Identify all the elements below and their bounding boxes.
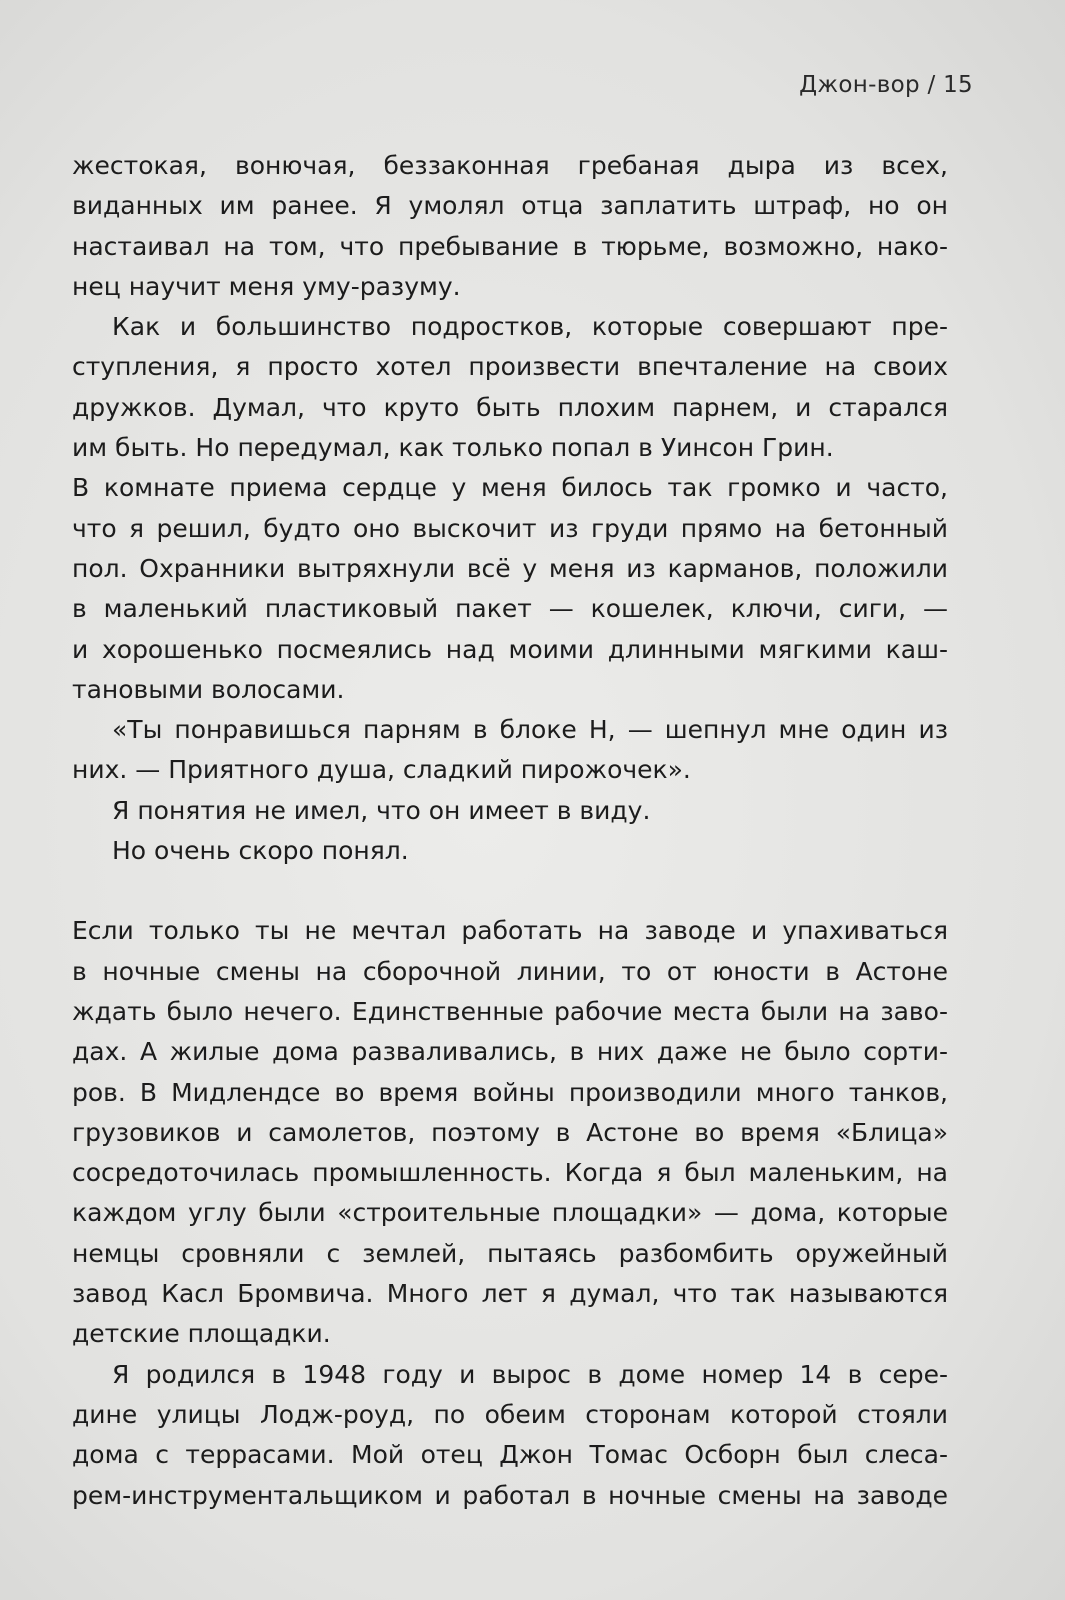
text-line: пол. Охранники вытряхнули всё у меня из карманов, положили [72,553,948,583]
text-line: каждом углу были «строительные площадки» — дома, которые [72,1198,948,1228]
running-header: Джон-вор / 15 [799,72,973,98]
text-line: сосредоточилась промышленность. Когда я был маленьким, на [72,1158,948,1188]
text-line: в маленький пластиковый пакет — кошелек, ключи, сиги, — [72,594,948,624]
text-line: что я решил, будто оно выскочит из груди прямо на бетонный [72,513,948,543]
text-line: настаивал на том, что пребывание в тюрьме, возможно, нако- [72,231,948,261]
text-line: них. — Приятного душа, сладкий пирожочек». [72,755,691,785]
text-line: дружков. Думал, что круто быть плохим парнем, и старался [72,392,948,422]
text-line: нец научит меня уму-разуму. [72,271,461,301]
text-line: «Ты понравишься парням в блоке Н, — шепнул мне один из [112,715,948,745]
text-line: в ночные смены на сборочной линии, то от юности в Астоне [72,956,948,986]
text-line: ждать было нечего. Единственные рабочие места были на заво- [72,996,948,1026]
text-line: ров. В Мидлендсе во время войны производили много танков, [72,1077,948,1107]
text-line: завод Касл Бромвича. Много лет я думал, что так называются [72,1279,948,1309]
text-line: дома с террасами. Мой отец Джон Томас Осборн был слеса- [72,1440,948,1470]
text-line: им быть. Но передумал, как только попал в Уинсон Грин. [72,433,834,463]
text-line: рем-инструментальщиком и работал в ночные смены на заводе [72,1480,948,1510]
page-body-text [72,146,948,1516]
text-line: ступления, я просто хотел произвести впечталение на своих [72,352,948,382]
text-line: и хорошенько посмеялись над моими длинными мягкими каш- [72,634,948,664]
text-line: детские площадки. [72,1319,331,1349]
text-line: немцы сровняли с землей, пытаясь разбомбить оружейный [72,1238,948,1268]
text-line: дах. А жилые дома разваливались, в них даже не было сорти- [72,1037,948,1067]
text-line: Я родился в 1948 году и вырос в доме номер 14 в сере- [112,1359,948,1389]
text-line: грузовиков и самолетов, поэтому в Астоне во время «Блица» [72,1117,948,1147]
text-line: Если только ты не мечтал работать на заводе и упахиваться [72,916,948,946]
text-line: жестокая, вонючая, беззаконная гребаная дыра из всех, [72,151,948,180]
text-line: В комнате приема сердце у меня билось так громко и часто, [72,473,948,503]
text-line: Но очень скоро понял. [112,836,409,866]
text-line: Как и большинство подростков, которые совершают пре- [112,312,948,342]
text-line: дине улицы Лодж-роуд, по обеим сторонам которой стояли [72,1399,948,1429]
text-line: тановыми волосами. [72,674,345,704]
text-line: Я понятия не имел, что он имеет в виду. [112,795,651,825]
text-line: виданных им ранее. Я умолял отца заплатить штраф, но он [72,191,948,221]
section-break [72,871,948,911]
